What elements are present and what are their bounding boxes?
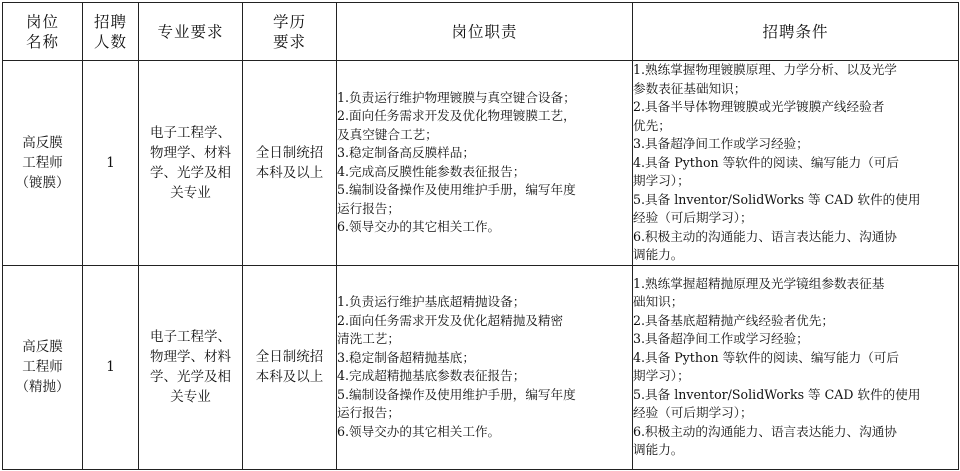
duties-cell: 1.负责运行维护物理镀膜与真空键合设备； 2.面向任务需求开发及优化物理镀膜工艺， 及真空键合工艺； 3.稳定制备高反膜样品； 4.完成高反膜性能参数表征报告； 5.编制设备操作及使用维护手册，编写年度 运行报告； 6.领导交办的其它相关工作。	[337, 61, 633, 266]
header-duties: 岗位职责	[337, 3, 633, 61]
table-row	[3, 265, 959, 469]
duties-cell: 1.负责运行维护基底超精抛设备； 2.面向任务需求开发及优化超精抛及精密 清洗工艺； 3.稳定制备超精抛基底； 4.完成超精抛基底参数表征报告； 5.编制设备操作及使用维护手册，编写年度 运行报告； 6.领导交办的其它相关工作。	[337, 265, 633, 469]
table-row	[3, 61, 959, 266]
major-cell: 电子工程学、 物理学、材料 学、光学及相 关专业	[139, 265, 243, 469]
requirements-cell: 1.熟练掌握超精抛原理及光学镜组参数表征基 础知识； 2.具备基底超精抛产线经验者优先； 3.具备超净间工作或学习经验； 4.具备 Python 等软件的阅读、编写能力（可后 期学习）； 5.具备 lnventor/SolidWorks 等 CAD 软件的使用 经验（可后期学习）； 6.积极主动的沟通能力、语言表达能力、沟通协 调能力。	[633, 265, 959, 469]
position-cell: 高反膜 工程师 （精抛）	[3, 265, 83, 469]
major-cell: 电子工程学、 物理学、材料 学、光学及相 关专业	[139, 61, 243, 266]
recruitment-table	[2, 2, 959, 470]
header-position: 岗位 名称	[3, 3, 83, 61]
requirements-cell: 1.熟练掌握物理镀膜原理、力学分析、以及光学 参数表征基础知识； 2.具备半导体物理镀膜或光学镀膜产线经验者 优先； 3.具备超净间工作或学习经验； 4.具备 Python 等软件的阅读、编写能力（可后 期学习）； 5.具备 lnventor/SolidWorks 等 CAD 软件的使用 经验（可后期学习）； 6.积极主动的沟通能力、语言表达能力、沟通协 调能力。	[633, 61, 959, 266]
header-row	[3, 3, 959, 61]
header-major: 专业要求	[139, 3, 243, 61]
header-education: 学历 要求	[243, 3, 337, 61]
header-requirements: 招聘条件	[633, 3, 959, 61]
education-cell: 全日制统招 本科及以上	[243, 61, 337, 266]
count-cell: 1	[83, 265, 139, 469]
header-count: 招聘 人数	[83, 3, 139, 61]
count-cell: 1	[83, 61, 139, 266]
position-cell: 高反膜 工程师 （镀膜）	[3, 61, 83, 266]
education-cell: 全日制统招 本科及以上	[243, 265, 337, 469]
